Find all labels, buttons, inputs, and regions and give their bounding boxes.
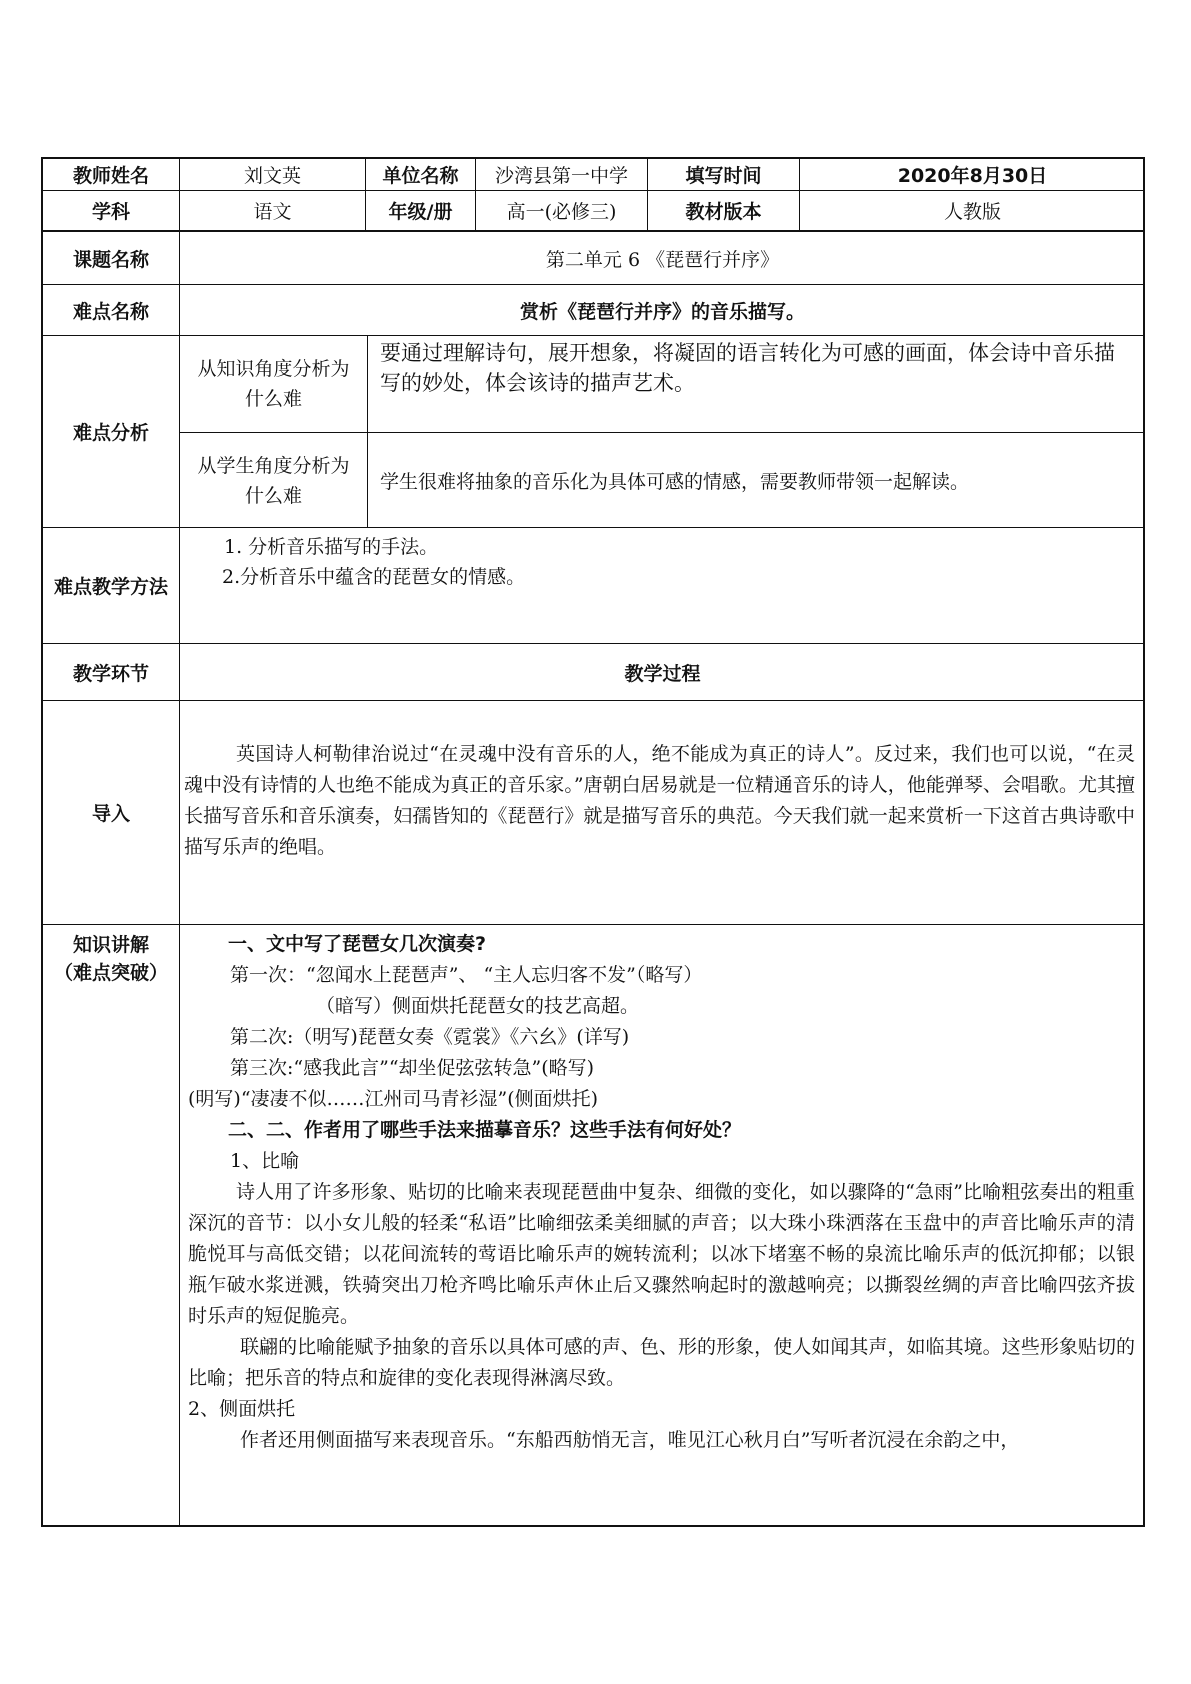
knowledge-label-line1: 知识讲解 xyxy=(72,934,149,956)
method-2-title: 2、侧面烘托 xyxy=(188,1398,296,1420)
method-row xyxy=(43,528,1143,644)
subject-label: 学科 xyxy=(43,191,180,230)
method-1-title: 1、比喻 xyxy=(230,1150,300,1172)
method-body xyxy=(180,528,1145,643)
analysis-subtable xyxy=(180,336,1145,527)
analysis-row xyxy=(43,336,1143,528)
performance-3: 第三次:“感我此言”“却坐促弦弦转急”(略写) xyxy=(230,1057,595,1079)
performance-3-note: (明写)“凄凄不似……江州司马青衫湿”(侧面烘托) xyxy=(188,1088,599,1110)
intro-label: 导入 xyxy=(43,701,180,924)
grade-label: 年级/册 xyxy=(366,191,476,230)
date-value: 2020年8月30日 xyxy=(897,165,1048,187)
unit-label: 单位名称 xyxy=(366,159,476,190)
intro-text: 英国诗人柯勒律治说过“在灵魂中没有音乐的人，绝不能成为真正的诗人”。反过来，我们也可以说，“在灵魂中没有诗情的人也绝不能成为真正的音乐家。”唐朝白居易就是一位精通音乐的诗人，他能弹琴、会唱歌。尤其擅长描写音乐和音乐演奏，妇孺皆知的《琵琶行》就是描写音乐的典范。今天我们就一起来赏析一下这首古典诗歌中描写乐声的绝唱。 xyxy=(184,743,1135,858)
method-item-2: 2.分析音乐中蕴含的琵琶女的情感。 xyxy=(222,566,526,588)
teacher-label: 教师姓名 xyxy=(43,159,180,190)
topic-row xyxy=(43,231,1143,285)
grade-value: 高一(必修三) xyxy=(476,191,648,230)
analysis-label: 难点分析 xyxy=(43,336,180,527)
difficulty-value: 赏析《琵琶行并序》的音乐描写。 xyxy=(519,300,805,323)
method-2-paragraph: 作者还用侧面描写来表现音乐。“东船西舫悄无言，唯见江心秋月白”写听者沉浸在余韵之中， xyxy=(240,1429,1020,1451)
student-angle-text: 从学生角度分析为什么难 xyxy=(197,454,350,507)
knowledge-angle-text: 从知识角度分析为什么难 xyxy=(197,358,350,410)
topic-label: 课题名称 xyxy=(43,232,180,284)
method-1-summary: 联翩的比喻能赋予抽象的音乐以具体可感的声、色、形的形象，使人如闻其声，如临其境。这些形象贴切的比喻；把乐音的特点和旋律的变化表现得淋漓尽致。 xyxy=(188,1336,1135,1389)
student-subrow xyxy=(180,433,1145,528)
teacher-value: 刘文英 xyxy=(180,159,366,190)
lesson-plan-table xyxy=(41,157,1145,1527)
method-label: 难点教学方法 xyxy=(43,528,180,643)
edition-value: 人教版 xyxy=(943,201,1001,223)
difficulty-label: 难点名称 xyxy=(43,285,180,335)
date-label: 填写时间 xyxy=(648,159,800,190)
method-item-1: 1. 分析音乐描写的手法。 xyxy=(224,536,439,558)
knowledge-body xyxy=(180,925,1145,1527)
performance-1-note: （暗写）侧面烘托琵琶女的技艺高超。 xyxy=(316,995,640,1017)
student-angle-text-cell xyxy=(368,433,1145,528)
process-header-row xyxy=(43,644,1143,701)
knowledge-angle-text-cell xyxy=(368,336,1145,432)
performance-1: 第一次：“忽闻水上琵琶声”、 “主人忘归客不发”（略写） xyxy=(230,964,703,986)
process-label: 教学过程 xyxy=(624,662,701,685)
difficulty-row xyxy=(43,285,1143,336)
header-row-1 xyxy=(43,159,1143,191)
stage-label: 教学环节 xyxy=(43,644,180,700)
knowledge-angle-body: 要通过理解诗句，展开想象，将凝固的语言转化为可感的画面，体会诗中音乐描写的妙处，体会该诗的描声艺术。 xyxy=(380,341,1115,395)
intro-body xyxy=(180,701,1145,924)
student-angle-label xyxy=(180,433,368,528)
knowledge-label-line2: （难点突破） xyxy=(53,962,168,984)
performance-2: 第二次:（明写)琵琶女奏《霓裳》《六幺》(详写) xyxy=(230,1026,630,1048)
knowledge-label xyxy=(43,925,180,1527)
method-1-paragraph: 诗人用了许多形象、贴切的比喻来表现琵琶曲中复杂、细微的变化，如以骤降的“急雨”比喻粗弦奏出的粗重深沉的音节：以小女儿般的轻柔“私语”比喻细弦柔美细腻的声音；以大珠小珠洒落在玉盘中的声音比喻乐声的清脆悦耳与高低交错；以花间流转的莺语比喻乐声的婉转流利；以冰下堵塞不畅的泉流比喻乐声的低沉抑郁；以银瓶乍破水浆迸溅，铁骑突出刀枪齐鸣比喻乐声休止后又骤然响起时的激越响亮；以撕裂丝绸的声音比喻四弦齐拔时乐声的短促脆亮。 xyxy=(188,1181,1135,1327)
knowledge-subrow xyxy=(180,336,1145,433)
topic-value: 第二单元 6 《琵琶行并序》 xyxy=(545,248,780,271)
knowledge-row xyxy=(43,925,1143,1527)
subject-value: 语文 xyxy=(180,191,366,230)
question-2: 二、二、作者用了哪些手法来描摹音乐？这些手法有何好处？ xyxy=(228,1119,742,1141)
student-angle-body: 学生很难将抽象的音乐化为具体可感的情感，需要教师带领一起解读。 xyxy=(380,471,970,493)
question-1: 一、文中写了琵琶女几次演奏? xyxy=(228,933,487,955)
unit-value: 沙湾县第一中学 xyxy=(476,159,648,190)
header-row-2 xyxy=(43,191,1143,231)
knowledge-angle-label xyxy=(180,336,368,432)
intro-row xyxy=(43,701,1143,925)
edition-label: 教材版本 xyxy=(648,191,800,230)
